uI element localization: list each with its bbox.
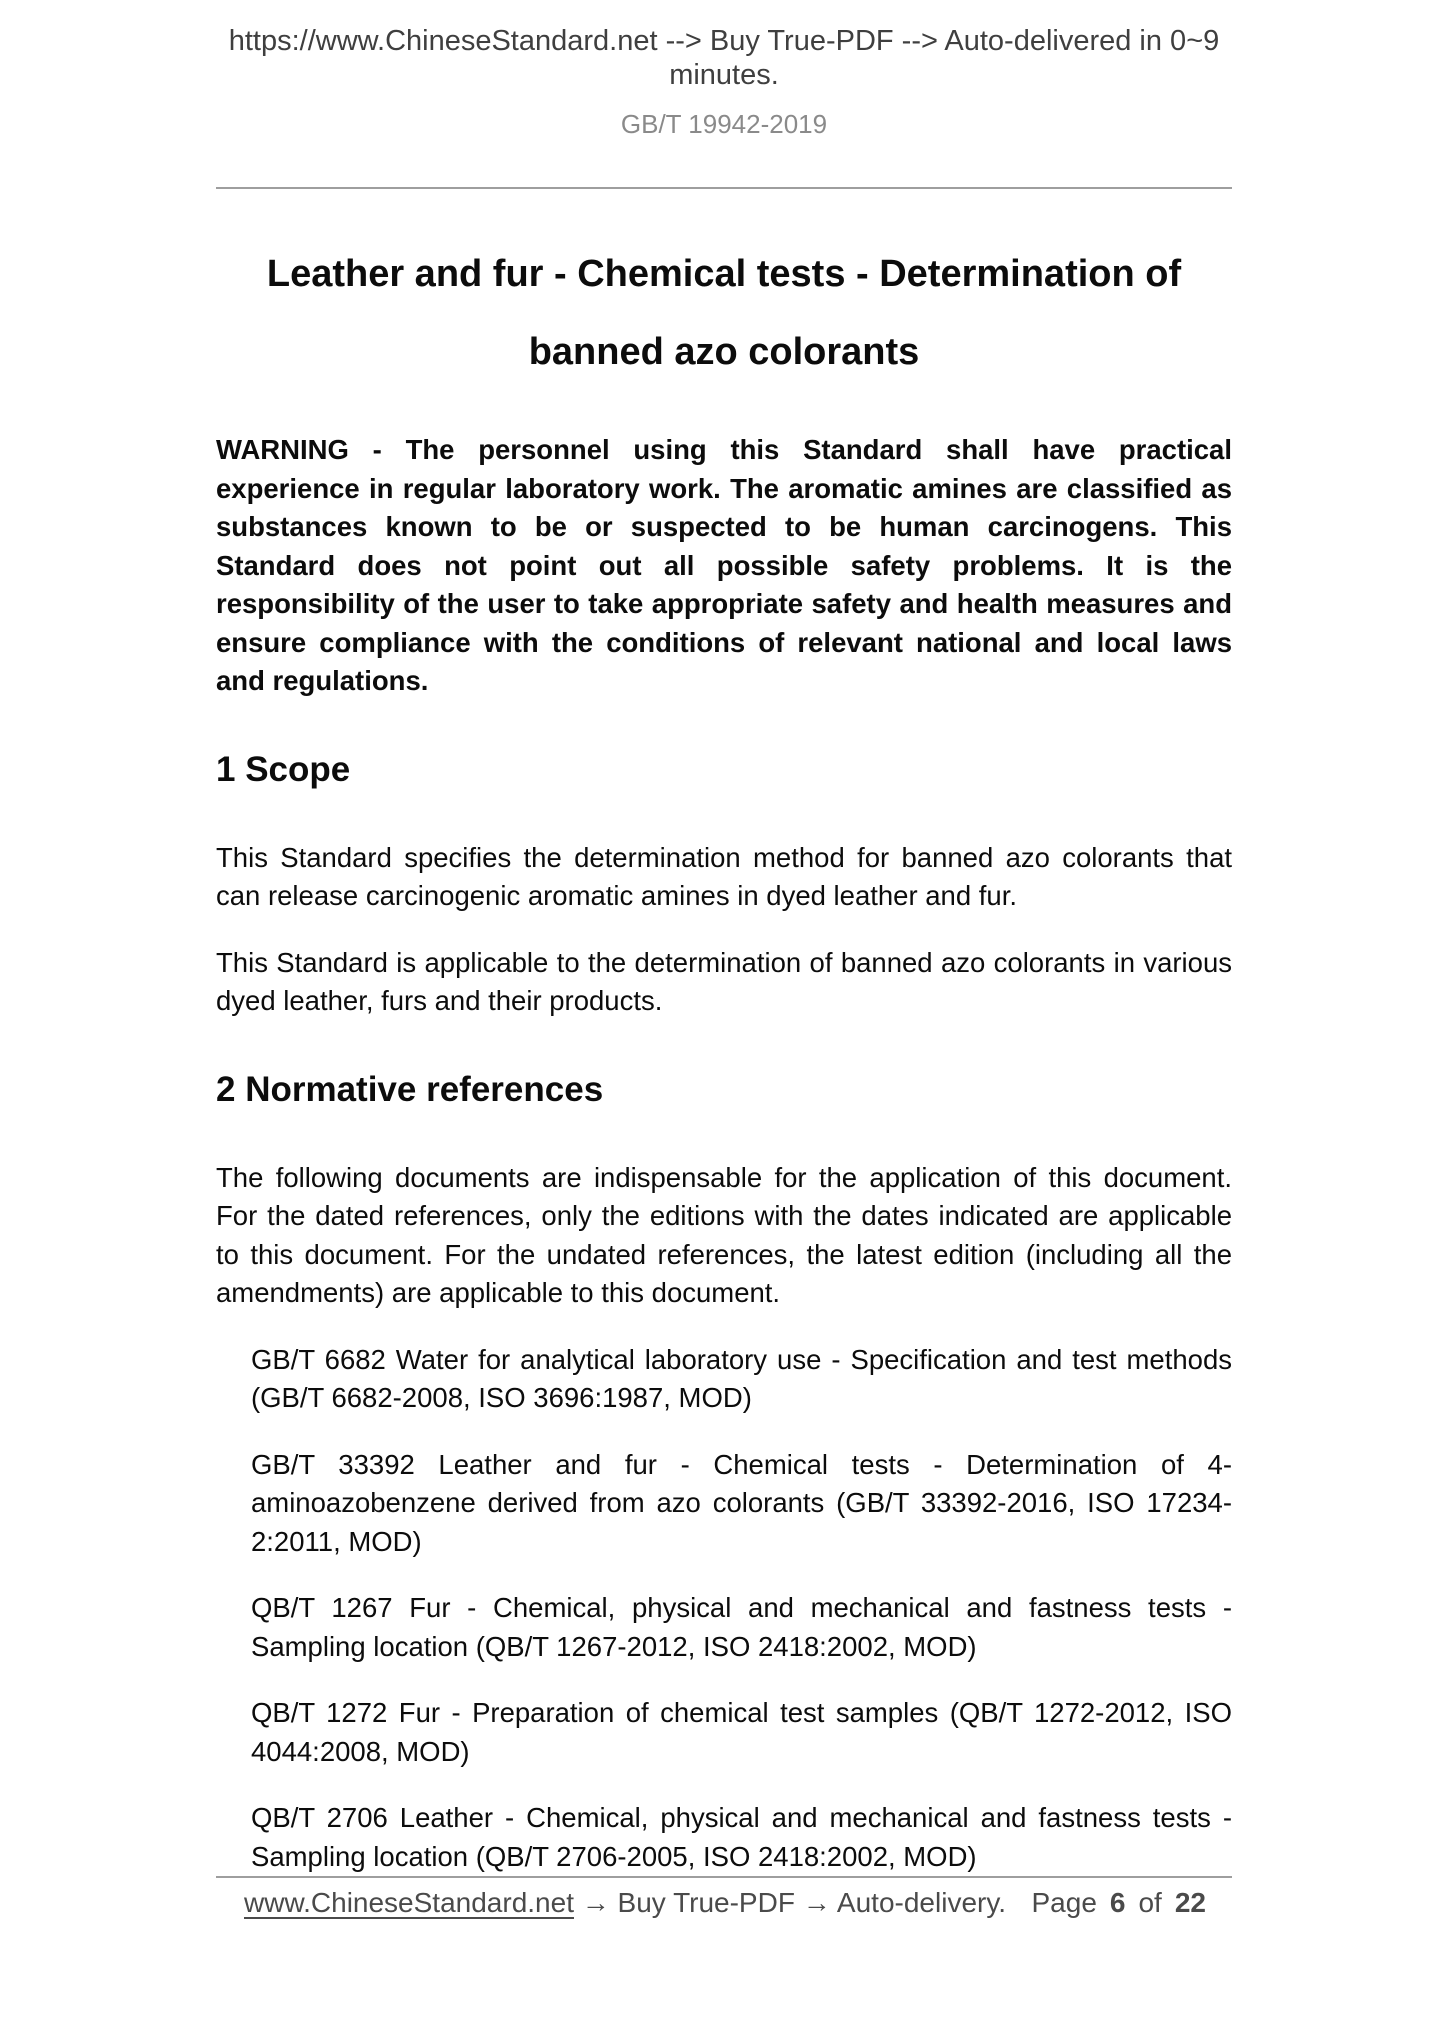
reference-item-5: QB/T 2706 Leather - Chemical, physical and mechanical and fastness tests - Sampling location (QB/T 2706-2005, ISO 2418:2002, MOD) bbox=[251, 1802, 1232, 1872]
header-url-text: https://www.ChineseStandard.net --> Buy True-PDF --> Auto-delivered in 0~9 minutes. bbox=[228, 25, 1220, 91]
scope-paragraph-2: This Standard is applicable to the determination of banned azo colorants in various dyed leather, furs and their products. bbox=[216, 946, 1232, 1016]
page-total-number: 22 bbox=[1174, 1887, 1206, 1918]
page-label: Page bbox=[1031, 1887, 1097, 1918]
footer-breadcrumb bbox=[244, 1886, 1006, 1920]
page-footer bbox=[216, 1876, 1232, 1920]
reference-item-2: GB/T 33392 Leather and fur - Chemical tests - Determination of 4-aminoazobenzene derived from azo colorants (GB/T 33392-2016, ISO 17234-2:2011, MOD) bbox=[251, 1448, 1232, 1557]
footer-breadcrumb-rest: → Buy True-PDF → Auto-delivery. bbox=[573, 1887, 1007, 1918]
warning-paragraph: WARNING - The personnel using this Standard shall have practical experience in regular laboratory work. The aromatic amines are classified as substances known to be or suspected to be human carcinogens. This Standard does not point out all possible safety problems. It is the responsibility of the user to take appropriate safety and health measures and ensure compliance with the conditions of relevant national and local laws and regulations. bbox=[216, 434, 1232, 696]
section-heading-normative-references: 2 Normative references bbox=[216, 1069, 604, 1109]
footer-site-link[interactable]: www.ChineseStandard.net bbox=[244, 1887, 574, 1918]
reference-item-4: QB/T 1272 Fur - Preparation of chemical test samples (QB/T 1272-2012, ISO 4044:2008, MOD) bbox=[251, 1697, 1232, 1767]
title-line-2: banned azo colorants bbox=[528, 331, 920, 373]
doc-number: GB/T 19942-2019 bbox=[620, 109, 828, 139]
of-label: of bbox=[1138, 1887, 1162, 1918]
reference-item-3: QB/T 1267 Fur - Chemical, physical and mechanical and fastness tests - Sampling location (QB/T 1267-2012, ISO 2418:2002, MOD) bbox=[251, 1592, 1232, 1662]
document-title bbox=[216, 235, 1232, 391]
page-indicator bbox=[1032, 1886, 1207, 1920]
title-line-1: Leather and fur - Chemical tests - Determination of bbox=[266, 253, 1182, 295]
scope-paragraph-1: This Standard specifies the determination method for banned azo colorants that can release carcinogenic aromatic amines in dyed leather and fur. bbox=[216, 841, 1232, 911]
normative-intro-paragraph: The following documents are indispensable for the application of this document. For the dated references, only the editions with the dates indicated are applicable to this document. For the undated references, the latest edition (including all the amendments) are applicable to this document. bbox=[216, 1161, 1232, 1308]
page-header bbox=[0, 0, 1445, 189]
document-body bbox=[216, 235, 1232, 1876]
section-heading-scope: 1 Scope bbox=[216, 749, 351, 789]
header-rule bbox=[216, 187, 1232, 189]
reference-item-1: GB/T 6682 Water for analytical laboratory use - Specification and test methods (GB/T 6682-2008, ISO 3696:1987, MOD) bbox=[251, 1343, 1232, 1413]
page-current-number: 6 bbox=[1109, 1887, 1126, 1918]
